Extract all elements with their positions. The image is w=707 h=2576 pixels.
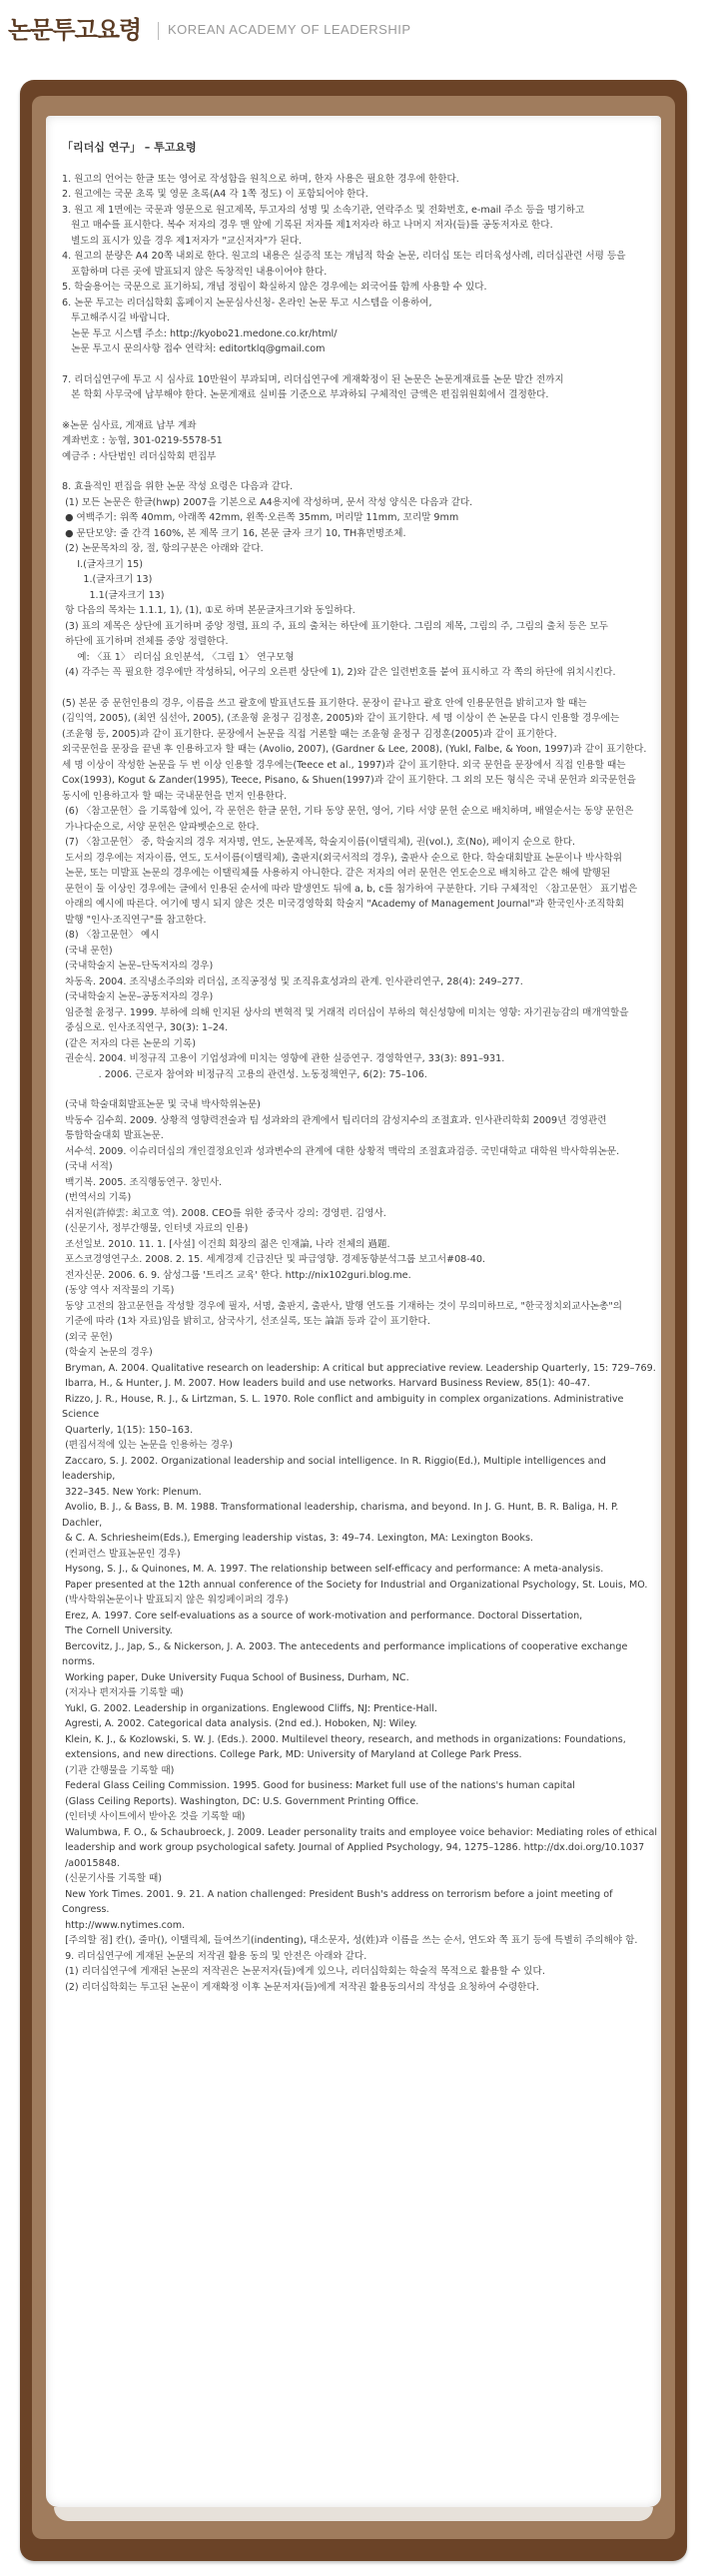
document-line: 3. 원고 제 1면에는 국문과 영문으로 원고제목, 투고자의 성명 및 소속기관, 연락주소 및 전화번호, e-mail 주소 등을 명기하고 bbox=[62, 204, 585, 216]
document-line: leadership and work group psychological safety. Journal of Applied Psychology, 94, 1275–1286. http://dx.doi.org/10.1037 bbox=[62, 1842, 645, 1853]
document-line: (국내학술지 논문–단독저자의 경우) bbox=[62, 961, 214, 971]
document-line: (같은 저자의 다른 논문의 기록) bbox=[62, 1037, 196, 1049]
document-line: Hysong, S. J., & Quinones, M. A. 1997. The relationship between self-efficacy and performance: A meta-analysis. bbox=[62, 1564, 604, 1575]
document-line: 예: 〈표 1〉 리더십 요인분석, 〈그림 1〉 연구모형 bbox=[62, 651, 295, 663]
document-line: 권순식. 2004. 비정규직 고용이 기업성과에 미치는 영향에 관한 실증연구. 경영학연구, 33(3): 891–931. bbox=[62, 1053, 505, 1064]
page-subtitle: KOREAN ACADEMY OF LEADERSHIP bbox=[168, 22, 411, 37]
document-line: Ⅰ.(글자크기 15) bbox=[62, 558, 143, 570]
document-line: (신문기사, 정부간행물, 인터넷 자료의 인용) bbox=[62, 1223, 249, 1234]
document-line: (박사학위논문이나 발표되지 않은 워킹페이퍼의 경우) bbox=[62, 1595, 289, 1606]
document-line: 9. 리더십연구에 게재된 논문의 저작권 활용 동의 및 안전은 아래와 같다. bbox=[62, 1950, 367, 1962]
document-line: 도서의 경우에는 저자이름, 연도, 도서이름(이탤릭체), 출판지(외국서적의 경우), 출판사 순으로 한다. 학술대회발표 논문이나 박사학위 bbox=[62, 852, 623, 864]
document-body bbox=[62, 140, 659, 1995]
document-line: Working paper, Duke University Fuqua School of Business, Durham, NC. bbox=[62, 1671, 409, 1683]
document-line: Yukl, G. 2002. Leadership in organizations. Englewood Cliffs, NJ: Prentice-Hall. bbox=[62, 1702, 438, 1714]
document-line: (Glass Ceiling Reports). Washington, DC: U.S. Government Printing Office. bbox=[62, 1795, 419, 1807]
document-line: 논문, 또는 미발표 논문의 경우에는 이탤릭체를 사용하지 아니한다. 같은 저자의 여러 문헌은 연도순으로 배치하고 같은 해에 발행된 bbox=[62, 868, 611, 879]
document-line: (기관 간행물을 기록할 때) bbox=[62, 1764, 175, 1776]
document-line: (6) 〈참고문헌〉을 기록함에 있어, 각 문헌은 한글 문헌, 기타 동양 문헌, 영어, 기타 서양 문헌 순으로 배치하며, 배열순서는 동양 문헌은 bbox=[62, 806, 634, 817]
document-line: 전자신문. 2006. 6. 9. 삼성그룹 '트리즈 교육' 한다. http://nix102guri.blog.me. bbox=[62, 1269, 411, 1281]
paragraph-gap bbox=[62, 1082, 659, 1097]
document-line: 가나다순으로, 서양 문헌은 알파벳순으로 한다. bbox=[62, 821, 260, 833]
document-line: 차동옥. 2004. 조직냉소주의와 리더십, 조직공정성 및 조직유효성과의 관계. 인사관리연구, 28(4): 249–277. bbox=[62, 975, 523, 987]
document-line: Cox(1993), Kogut & Zander(1995), Teece, Pisano, & Shuen(1997)과 같이 표기한다. 그 외의 모든 형식은 국내 문헌과 외국문헌을 bbox=[62, 775, 636, 786]
document-title: 「리더십 연구」 – 투고요령 bbox=[62, 141, 197, 154]
document-line: (7) 〈참고문헌〉 중, 학술지의 경우 저자명, 연도, 논문제목, 학술지이름(이탤릭체), 권(vol.), 호(No), 페이지 순으로 한다. bbox=[62, 837, 576, 848]
document-line: 항 다음의 목차는 1.1.1, 1), (1), ①로 하며 본문글자크기와 동일하다. bbox=[62, 605, 355, 616]
document-line: 8. 효율적인 편집을 위한 논문 작성 요령은 다음과 같다. bbox=[62, 481, 294, 492]
document-line: (국내 문헌) bbox=[62, 945, 113, 957]
document-line: The Cornell University. bbox=[62, 1625, 173, 1636]
document-line: (4) 각주는 꼭 필요한 경우에만 작성하되, 어구의 오른편 상단에 1), 2)와 같은 일련번호를 붙여 표시하고 각 쪽의 하단에 위치시킨다. bbox=[62, 667, 616, 678]
document-line: 투고해주시길 바랍니다. bbox=[62, 313, 170, 323]
document-line: Paper presented at the 12th annual conference of the Society for Industrial and Organizational Psychology, St. Louis, MO. bbox=[62, 1579, 648, 1591]
document-line: ● 여백주기: 위쪽 40mm, 아래쪽 42mm, 왼쪽·오른쪽 35mm, 머리말 11mm, 꼬리말 9mm bbox=[62, 512, 459, 523]
document-line: 동시에 인용하고자 할 때는 국내문헌을 먼저 인용한다. bbox=[62, 790, 288, 802]
document-line: 2. 원고에는 국문 초록 및 영문 초록(A4 각 1쪽 정도) 이 포함되어야 한다. bbox=[62, 189, 368, 200]
paragraph-gap bbox=[62, 357, 659, 372]
document-line: Avolio, B. J., & Bass, B. M. 1988. Transformational leadership, charisma, and beyond. In J. G. Hunt, B. R. Baliga, H. P. Dachler, bbox=[62, 1502, 622, 1529]
document-line: 임준철 윤정구. 1999. 부하에 의해 인지된 상사의 변혁적 및 거래적 리더십이 부하의 혁신성향에 미치는 영향: 자기권능감의 매개역할을 bbox=[62, 1006, 629, 1018]
document-line: 쉬저원(許倬雲: 최고호 역). 2008. CEO를 위한 중국사 강의: 경영편. 김영사. bbox=[62, 1207, 386, 1219]
document-line: 발행 "인사·조직연구"를 참고한다. bbox=[62, 914, 207, 926]
document-line: 예금주 : 사단법인 리더십학회 편집부 bbox=[62, 450, 217, 462]
document-line: 통합학술대회 발표논문. bbox=[62, 1130, 164, 1141]
document-line: ※논문 심사료, 게재료 납부 계좌 bbox=[62, 419, 197, 431]
document-line: New York Times. 2001. 9. 21. A nation challenged: President Bush's address on terrorism before a joint meeting of Congress. bbox=[62, 1888, 616, 1915]
document-line: Bryman, A. 2004. Qualitative research on leadership: A critical but appreciative review. Leadership Quarterly, 15: 729–769. bbox=[62, 1362, 656, 1374]
document-line: 1.1(글자크기 13) bbox=[62, 589, 165, 601]
document-line: (국내 서적) bbox=[62, 1161, 113, 1172]
document-line: (국내학술지 논문–공동저자의 경우) bbox=[62, 991, 214, 1002]
document-line: 4. 원고의 분량은 A4 20쪽 내외로 한다. 원고의 내용은 실증적 또는 개념적 학술 논문, 리더십 또는 리더육성사례, 리더십관련 서평 등을 bbox=[62, 251, 626, 262]
document-line: Ibarra, H., & Hunter, J. M. 2007. How leaders build and use networks. Harvard Business Review, 85(1): 40–47. bbox=[62, 1378, 590, 1389]
document-line: 서수석. 2009. 이슈리더십의 개인결정요인과 성과변수의 관계에 대한 상황적 맥락의 조절효과검증. 국민대학교 대학원 박사학위논문. bbox=[62, 1145, 620, 1157]
document-lines bbox=[62, 172, 659, 1996]
document-line: (인터넷 사이트에서 받아온 것을 기록할 때) bbox=[62, 1811, 246, 1822]
document-line: & C. A. Schriesheim(Eds.), Emerging leadership vistas, 3: 49–74. Lexington, MA: Lexington Books. bbox=[62, 1533, 534, 1544]
document-line: (1) 모든 논문은 한글(hwp) 2007을 기본으로 A4용지에 작성하며, 문서 작성 양식은 다음과 같다. bbox=[62, 496, 473, 508]
document-line: (번역서의 기록) bbox=[62, 1192, 132, 1203]
document-line: Zaccaro, S. J. 2002. Organizational leadership and social intelligence. In R. Riggio(Ed.), Multiple intelligences and leadership, bbox=[62, 1455, 609, 1482]
document-line: /a0015848. bbox=[62, 1857, 120, 1869]
document-line: 1.(글자크기 13) bbox=[62, 574, 153, 585]
page-title: 논문투고요령 bbox=[8, 16, 142, 44]
paragraph-gap bbox=[62, 403, 659, 418]
document-line: (국내 학술대회발표논문 및 국내 박사학위논문) bbox=[62, 1099, 261, 1110]
document-line: Walumbwa, F. O., & Schaubroeck, J. 2009. Leader personality traits and employee voice behavior: Mediating roles of ethical bbox=[62, 1826, 658, 1838]
document-line: 문헌이 둘 이상인 경우에는 글에서 인용된 순서에 따라 발생연도 뒤에 a, b, c를 첨가하여 구분한다. 기타 구체적인 〈참고문헌〉 표기법은 bbox=[62, 883, 638, 895]
document-line: 원고 매수를 표시한다. 복수 저자의 경우 맨 앞에 기록된 저자를 제1저자라 하고 나머지 저자(들)를 공동저자로 한다. bbox=[62, 220, 553, 231]
document-line: (김익역, 2005), (최연 심선아, 2005), (조윤형 윤정구 김정훈, 2005)와 같이 표기한다. 세 명 이상이 쓴 논문을 다시 인용할 경우에는 bbox=[62, 713, 620, 724]
document-line: 포함하며 다른 곳에 발표되지 않은 독창적인 내용이어야 한다. bbox=[62, 266, 328, 278]
page-edge bbox=[54, 2507, 653, 2521]
document-line: 조선일보. 2010. 11. 1. [사설] 이건희 회장의 젊은 인재論, 나라 전체의 過題. bbox=[62, 1238, 390, 1250]
document-line: 본 학회 사무국에 납부해야 한다. 논문게재료 실비를 기준으로 부과하되 구체적인 금액은 편집위원회에서 결정한다. bbox=[62, 389, 549, 400]
document-line: Erez, A. 1997. Core self-evaluations as a source of work-motivation and performance. Doctoral Dissertation, bbox=[62, 1610, 583, 1621]
document-line: Rizzo, J. R., House, R. J., & Lirtzman, S. L. 1970. Role conflict and ambiguity in complex organizations. Administrative Science bbox=[62, 1393, 627, 1420]
document-line: 별도의 표시가 있을 경우 제1저자가 "교신저자"가 된다. bbox=[62, 235, 303, 247]
document-line: (조윤형 등, 2005)과 같이 표기한다. 문장에서 논문을 직접 거론할 때는 조윤형 윤정구 김정훈(2005)과 같이 표기한다. bbox=[62, 728, 557, 740]
document-line: (저자나 편저자를 기록할 때) bbox=[62, 1687, 184, 1698]
document-line: (편집서적에 있는 논문을 인용하는 경우) bbox=[62, 1440, 234, 1451]
paragraph-gap bbox=[62, 681, 659, 696]
document-line: Bercovitz, J., Jap, S., & Nickerson, J. A. 2003. The antecedents and performance implications of cooperative exchange norms. bbox=[62, 1640, 631, 1667]
document-line: Federal Glass Ceiling Commission. 1995. Good for business: Market full use of the nations's human capital bbox=[62, 1780, 575, 1791]
document-line: 백기복. 2005. 조직행동연구. 창민사. bbox=[62, 1176, 223, 1188]
document-line: ● 문단모양: 줄 간격 160%, 본 제목 크기 16, 본문 글자 크기 10, TH휴먼명조체. bbox=[62, 527, 406, 539]
document-line: 하단에 표기하며 전체를 중앙 정렬한다. bbox=[62, 636, 229, 647]
document-line: Klein, K. J., & Kozlowski, S. W. J. (Eds.). 2000. Multilevel theory, research, and methods in organizations: Foundations, bbox=[62, 1733, 626, 1745]
document-line: Agresti, A. 2002. Categorical data analysis. (2nd ed.). Hoboken, NJ: Wiley. bbox=[62, 1718, 417, 1729]
document-line: (외국 문헌) bbox=[62, 1331, 113, 1343]
paragraph-gap bbox=[62, 464, 659, 479]
document-line: 아래의 예시에 따른다. 여기에 명시 되지 않은 것은 미국경영학회 학술지 "Academy of Management Journal"과 한국인사·조직학회 bbox=[62, 899, 625, 910]
document-line: 동양 고전의 참고문헌을 작성할 경우에 필자, 서명, 출판지, 출판사, 발행 연도를 기재하는 것이 무의미하므로, "한국정치외교사논총"의 bbox=[62, 1300, 623, 1312]
document-line: (1) 리더십연구에 게재된 논문의 저작권은 논문저자(들)에게 있으나, 리더십학회는 학술적 목적으로 활용할 수 있다. bbox=[62, 1966, 545, 1977]
document-line: 7. 리더십연구에 투고 시 심사료 10만원이 부과되며, 리더십연구에 게재확정이 된 논문은 논문게재료를 논문 발간 전까지 bbox=[62, 373, 564, 385]
document-line: (2) 논문목차의 장, 절, 항의구분은 아래와 같다. bbox=[62, 543, 264, 554]
document-line: [주의할 점] 칸(), 줄마(), 이탤릭체, 들여쓰기(indenting), 대소문자, 성(姓)과 이름을 쓰는 순서, 연도와 쪽 표기 등에 특별히 주의해야 함. bbox=[62, 1935, 638, 1946]
page-header bbox=[0, 0, 707, 66]
document-line: 322–345. New York: Plenum. bbox=[62, 1486, 202, 1498]
document-line: 계좌번호 : 농협, 301-0219-5578-51 bbox=[62, 435, 223, 446]
document-line: (5) 본문 중 문헌인용의 경우, 이름을 쓰고 괄호에 발표년도를 표기한다. 문장이 끝나고 괄호 안에 인용문헌을 밝히고자 할 때는 bbox=[62, 697, 587, 709]
document-line: 중심으로. 인사조직연구, 30(3): 1–24. bbox=[62, 1022, 229, 1033]
document-line: 논문 투고 시스템 주소: http://kyobo21.medone.co.kr/html/ bbox=[62, 327, 338, 339]
document-line: (동양 역사 저작물의 기록) bbox=[62, 1285, 175, 1296]
document-line: (8) 〈참고문헌〉 예시 bbox=[62, 930, 160, 941]
document-line: 논문 투고시 문의사항 접수 연락처: editortklq@gmail.com bbox=[62, 343, 326, 354]
document-line: (3) 표의 제목은 상단에 표기하며 중앙 정렬, 표의 주, 표의 출처는 하단에 표기한다. 그림의 제목, 그림의 주, 그림의 출처 등은 모두 bbox=[62, 620, 609, 632]
document-line: Quarterly, 1(15): 150–163. bbox=[62, 1424, 194, 1436]
header-divider bbox=[158, 22, 159, 40]
document-line: . 2006. 근로자 참여와 비정규직 고용의 관련성. 노동정책연구, 6(2): 75–106. bbox=[62, 1068, 427, 1080]
document-line: 포스코경영연구소. 2008. 2. 15. 세계경제 긴급진단 및 파급영향. 경제동향분석그룹 보고서#08-40. bbox=[62, 1254, 486, 1265]
document-line: extensions, and new directions. College Park, MD: University of Maryland at College Park Press. bbox=[62, 1749, 522, 1760]
document-line: http://www.nytimes.com. bbox=[62, 1919, 186, 1931]
document-line: (2) 리더십학회는 투고된 논문이 게재확정 이후 논문저자(들)에게 저작권 활용동의서의 작성을 요청하여 수령한다. bbox=[62, 1981, 539, 1993]
document-line: 세 명 이상이 작성한 논문을 두 번 이상 인용할 경우에는(Teece et al., 1997)과 같이 표기한다. 외국 문헌을 문장에서 직접 인용할 때는 bbox=[62, 759, 626, 771]
document-line: (신문기사를 기록할 때) bbox=[62, 1873, 163, 1884]
document-line: 기준에 따라 (1차 자료)임을 밝히고, 삼국사기, 선조실록, 또는 論語 등과 같이 표기한다. bbox=[62, 1316, 430, 1327]
document-line: 6. 논문 투고는 리더십학회 홈페이지 논문심사신청- 온라인 논문 투고 시스템을 이용하여, bbox=[62, 297, 432, 309]
document-line: 박동수 김수희. 2009. 상황적 영향력전술과 팀 성과와의 관계에서 팀리더의 감성지수의 조절효과. 인사관리학회 2009년 경영관련 bbox=[62, 1114, 607, 1126]
document-line: 1. 원고의 언어는 한글 또는 영어로 작성함을 원칙으로 하며, 한자 사용은 필요한 경우에 한한다. bbox=[62, 173, 459, 185]
document-line: (컨퍼런스 발표논문인 경우) bbox=[62, 1548, 181, 1560]
document-line: 외국문헌을 문장을 끝낸 후 인용하고자 할 때는 (Avolio, 2007), (Gardner & Lee, 2008), (Yukl, Falbe, & Yoon, 1997)과 같이 표기한다. bbox=[62, 744, 647, 755]
document-line: (학술지 논문의 경우) bbox=[62, 1347, 153, 1358]
document-line: 5. 학술용어는 국문으로 표기하되, 개념 정립이 확실하지 않은 경우에는 외국어를 함께 사용할 수 있다. bbox=[62, 282, 487, 293]
